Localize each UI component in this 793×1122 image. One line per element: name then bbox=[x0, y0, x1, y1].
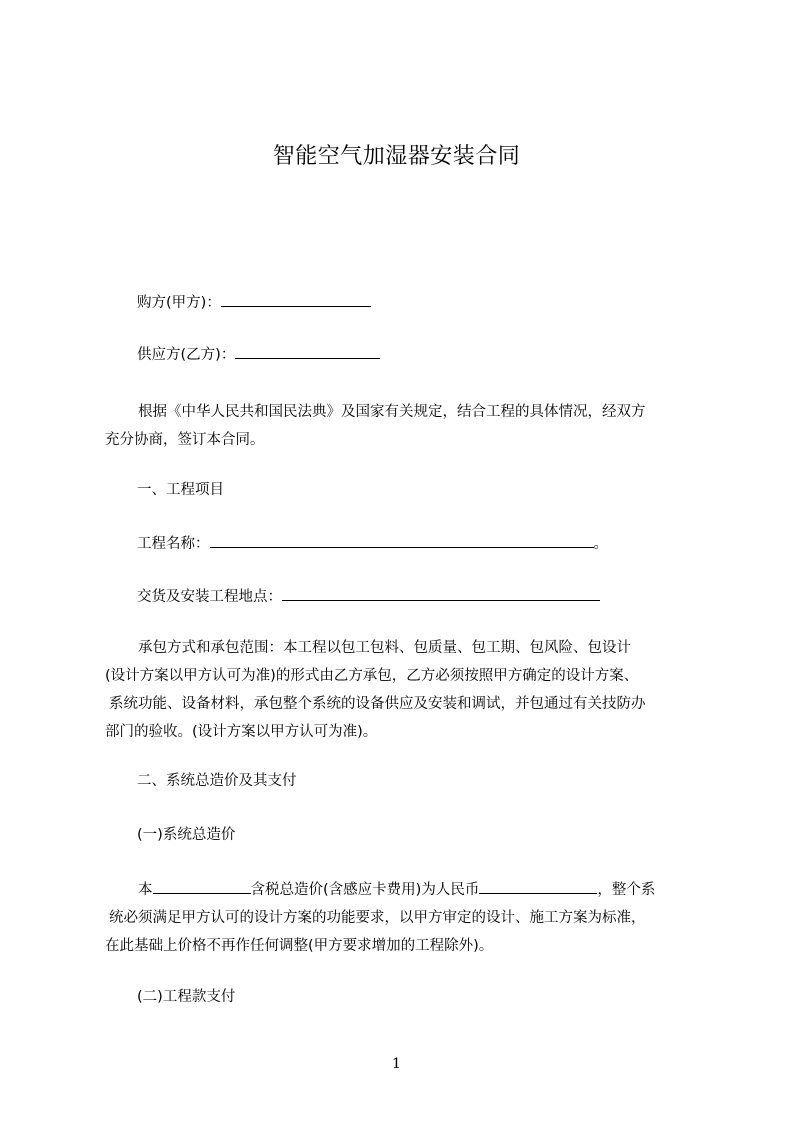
scope-line: 部门的验收。(设计方案以甲方认可为准)。 bbox=[105, 724, 378, 740]
supplier-label: 供应方(乙方)： bbox=[137, 347, 236, 363]
section-heading-project: 一、工程项目 bbox=[137, 482, 224, 498]
project-name-suffix: 。 bbox=[593, 536, 608, 552]
supplier-blank bbox=[235, 344, 380, 359]
price-paragraph bbox=[105, 876, 700, 960]
buyer-line bbox=[137, 292, 371, 313]
intro-line: 充分协商，签订本合同。 bbox=[105, 432, 265, 448]
page-number: 1 bbox=[392, 1056, 401, 1072]
intro-line: 根据《中华人民共和国民法典》及国家有关规定，结合工程的具体情况，经双方 bbox=[138, 404, 646, 420]
section-heading-price: 二、系统总造价及其支付 bbox=[137, 773, 297, 789]
price-line: 统必须满足甲方认可的设计方案的功能要求，以甲方审定的设计、施工方案为标准， bbox=[109, 910, 646, 926]
project-name-blank bbox=[210, 533, 594, 548]
subsection-heading-payment: (二)工程款支付 bbox=[137, 989, 236, 1005]
scope-line: 承包方式和承包范围：本工程以包工包料、包质量、包工期、包风险、包设计 bbox=[138, 640, 631, 656]
price-text-b: 含税总造价(含感应卡费用)为人民币 bbox=[250, 882, 480, 898]
project-name-label: 工程名称： bbox=[137, 536, 210, 552]
price-text-c: ，整个系 bbox=[597, 882, 656, 898]
location-line bbox=[137, 586, 600, 607]
scope-line: (设计方案以甲方认可为准)的形式由乙方承包，乙方必须按照甲方确定的设计方案、 bbox=[105, 668, 639, 684]
price-line bbox=[105, 876, 700, 904]
scope-paragraph bbox=[105, 634, 700, 746]
location-blank bbox=[282, 586, 600, 601]
amount-blank bbox=[479, 879, 597, 894]
document-title: 智能空气加湿器安装合同 bbox=[272, 144, 521, 169]
supplier-line bbox=[137, 344, 380, 365]
buyer-label: 购方(甲方)： bbox=[137, 295, 221, 311]
project-name-line bbox=[137, 533, 608, 554]
price-text-a: 本 bbox=[138, 882, 153, 898]
project-blank bbox=[153, 879, 251, 894]
buyer-blank bbox=[221, 292, 371, 307]
subsection-heading-total-price: (一)系统总造价 bbox=[137, 827, 236, 843]
price-line: 在此基础上价格不再作任何调整(甲方要求增加的工程除外)。 bbox=[105, 938, 494, 954]
scope-line: 系统功能、设备材料，承包整个系统的设备供应及安装和调试，并包通过有关技防办 bbox=[109, 696, 646, 712]
intro-paragraph bbox=[105, 398, 700, 454]
location-label: 交货及安装工程地点： bbox=[137, 589, 282, 605]
